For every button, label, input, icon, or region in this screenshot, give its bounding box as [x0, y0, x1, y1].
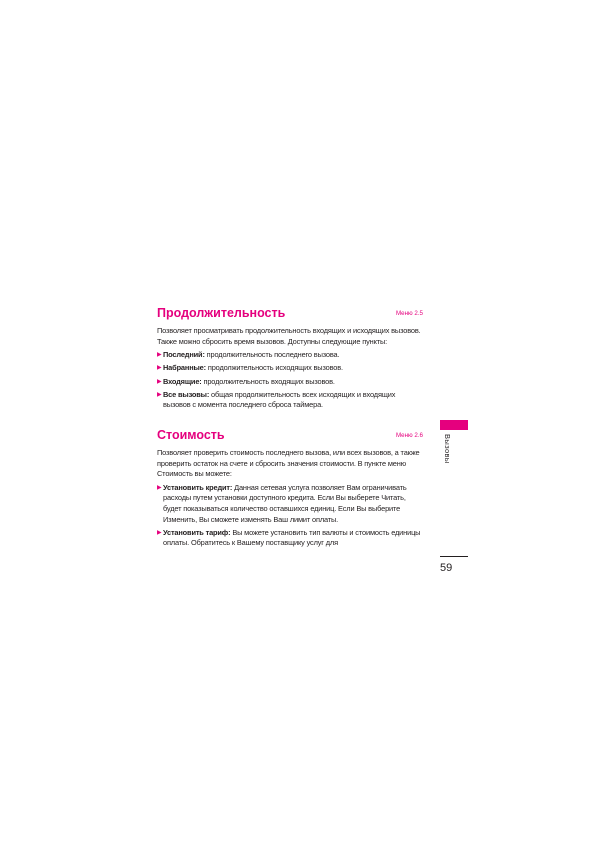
section-description: Позволяет проверить стоимость последнего вызова, или всех вызовов, а также проверить остаток на счете и сбросить значения стоимости. В пункте меню Стоимость вы можете: [157, 448, 420, 479]
menu-reference: Меню 2.6 [395, 432, 423, 439]
page-number-rule [440, 556, 468, 557]
list-item [157, 377, 423, 388]
bullet-triangle-icon: ▶ [157, 391, 162, 398]
bullet-triangle-icon: ▶ [157, 484, 162, 491]
item-label: Установить тариф: [163, 527, 231, 537]
chapter-label: Вызовы [443, 434, 452, 464]
bullet-triangle-icon: ▶ [157, 529, 162, 536]
item-label: Набранные: [163, 363, 206, 373]
bullet-triangle-icon: ▶ [157, 365, 162, 372]
section-heading [157, 428, 423, 446]
item-text: общая продолжительность всех исходящих и входящих вызовов с момента последнего сброса таймера. [163, 389, 396, 410]
section-cost [157, 428, 423, 552]
option-list [157, 483, 423, 549]
item-text: продолжительность последнего вызова. [204, 350, 340, 360]
page-number: 59 [440, 562, 453, 574]
list-item [157, 528, 423, 549]
item-label: Последний: [163, 350, 205, 360]
list-item [157, 390, 423, 411]
item-label: Входящие: [163, 376, 202, 386]
item-text: продолжительность исходящих вызовов. [205, 363, 343, 373]
chapter-tab-marker [440, 420, 468, 430]
section-title: Стоимость [157, 428, 225, 442]
item-text: Вы можете установить тип валюты и стоимость единицы оплаты. Обратитесь к Вашему поставщику услуг для [163, 527, 421, 548]
item-text: продолжительность входящих вызовов. [201, 376, 335, 386]
section-heading [157, 306, 423, 324]
item-text: Данная сетевая услуга позволяет Вам ограничивать расходы путем установки доступного кредита. Если Вы выберете Читать, будет показываться количество оставшихся единиц. Если Вы выберите Изменить, Вы сможете изменять Ваш лимит оплаты. [163, 482, 407, 524]
section-duration [157, 306, 423, 414]
menu-reference: Меню 2.5 [395, 310, 423, 317]
list-item [157, 363, 423, 374]
bullet-triangle-icon: ▶ [157, 378, 162, 385]
item-label: Установить кредит: [163, 482, 233, 492]
section-title: Продолжительность [157, 306, 286, 320]
section-description: Позволяет просматривать продолжительность входящих и исходящих вызовов. Также можно сбросить время вызовов. Доступны следующие пункты: [157, 326, 421, 346]
option-list [157, 350, 423, 411]
list-item [157, 483, 423, 525]
list-item [157, 350, 423, 361]
bullet-triangle-icon: ▶ [157, 352, 162, 359]
item-label: Все вызовы: [163, 389, 210, 399]
